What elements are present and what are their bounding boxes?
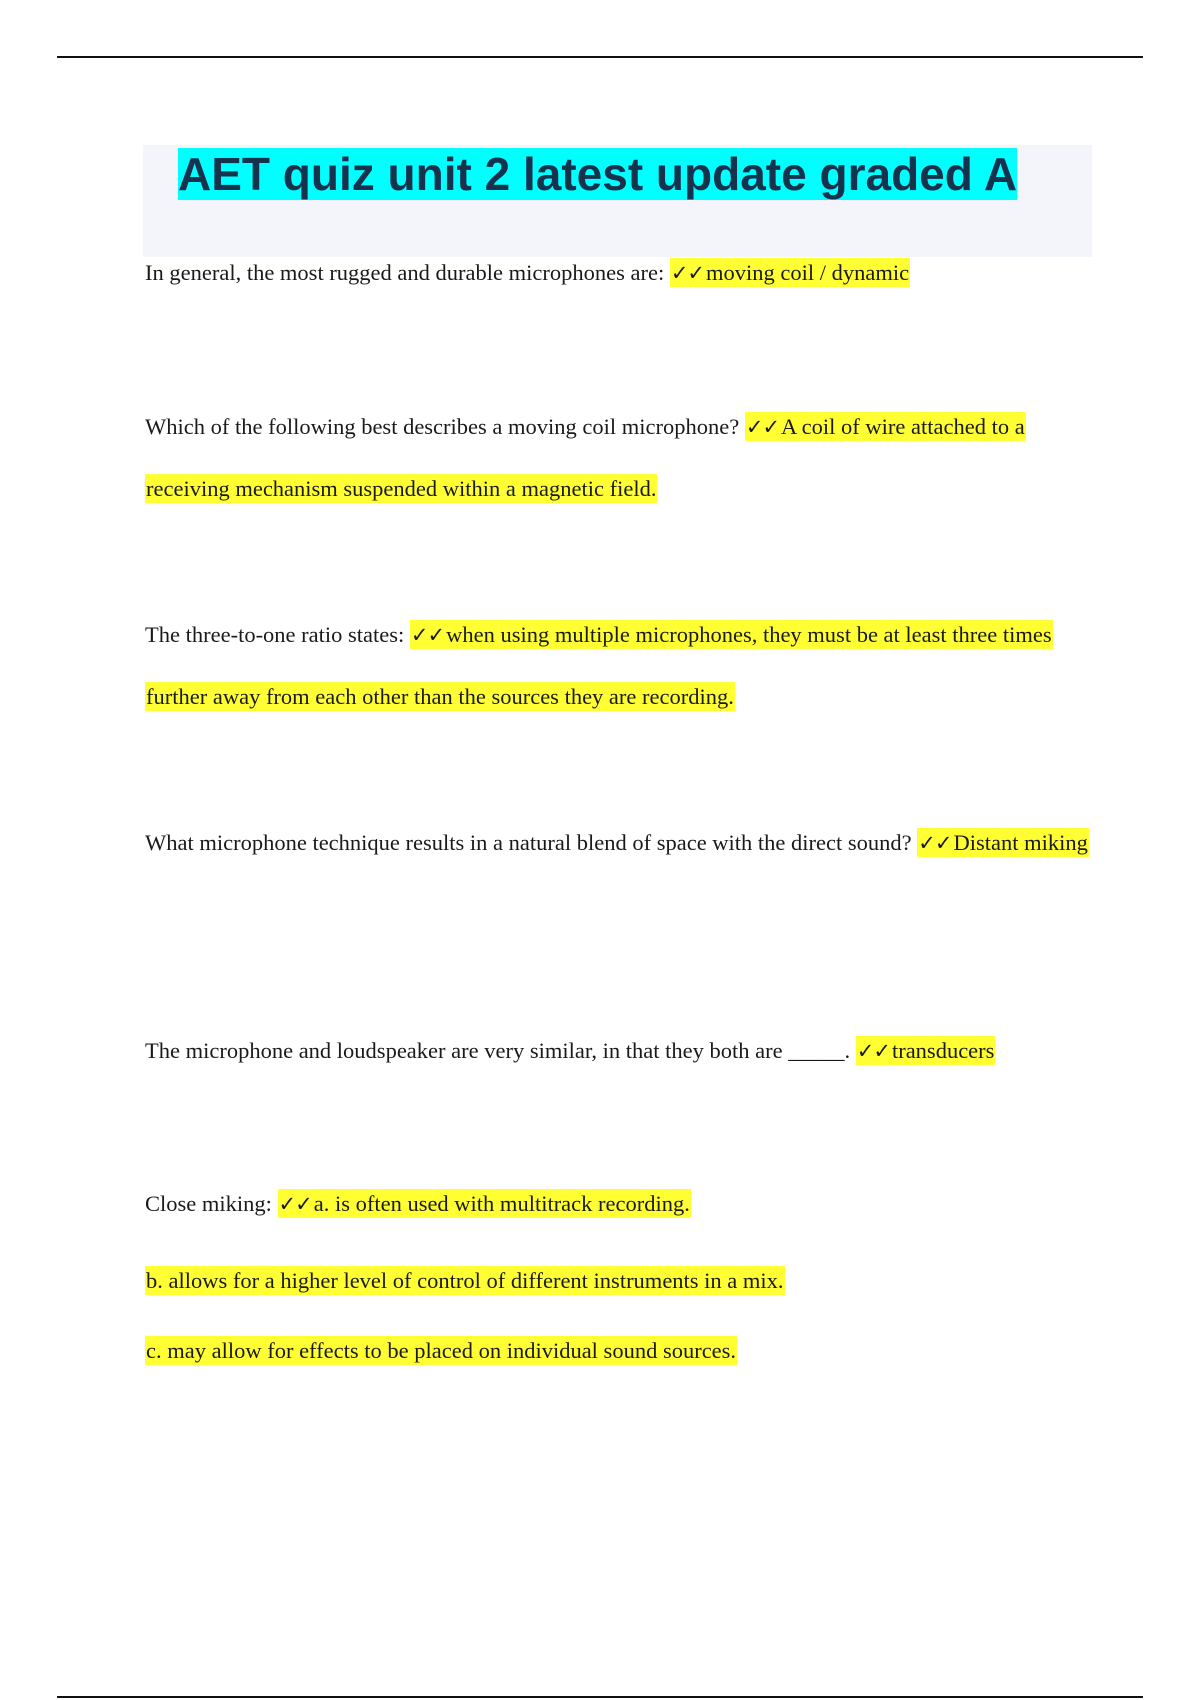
check-icon: ✓✓ [670,261,705,285]
answer-highlight [917,828,1089,857]
answer-text: transducers [891,1038,995,1063]
qa-item-5 [145,1020,1095,1082]
qa-item-4 [145,812,1095,874]
answer-text: moving coil / dynamic [706,260,910,285]
check-icon: ✓✓ [856,1039,890,1063]
page-title [176,145,1019,203]
qa-item-6 [145,1189,691,1219]
qa-item-3 [145,604,1095,727]
question-text: Close miking: [145,1191,272,1216]
check-icon: ✓✓ [410,623,445,647]
answer-highlight [856,1036,996,1065]
question-text: Which of the following best describes a moving coil microphone? [145,414,740,439]
question-text: The three-to-one ratio states: [145,622,405,647]
page-title-text: AET quiz unit 2 latest update graded A [178,148,1018,200]
answer-text: b. allows for a higher level of control of different instruments in a mix. [146,1268,784,1293]
answer-text: c. may allow for effects to be placed on individual sound sources. [146,1338,737,1363]
answer-text: a. is often used with multitrack recording. [313,1191,690,1216]
answer-highlight [278,1189,691,1218]
question-text: The microphone and loudspeaker are very similar, in that they both are _____. [145,1038,851,1063]
answer-line-b [145,1266,785,1296]
bottom-rule [57,1696,1143,1698]
answer-text: when using multiple microphones, they must be at least three times further away from each other than the sources they are recording. [146,622,1052,709]
check-icon: ✓✓ [918,831,952,855]
answer-line-c [145,1336,737,1366]
qa-item-1 [145,242,1095,304]
check-icon: ✓✓ [745,415,780,439]
qa-item-2 [145,396,1095,519]
question-text: What microphone technique results in a natural blend of space with the direct sound? [145,830,912,855]
answer-highlight [670,258,910,287]
answer-text: Distant miking [953,830,1088,855]
check-icon: ✓✓ [278,1192,312,1216]
question-text: In general, the most rugged and durable microphones are: [145,260,665,285]
top-rule [57,56,1143,58]
answer-text: A coil of wire attached to a receiving mechanism suspended within a magnetic field. [146,414,1025,501]
